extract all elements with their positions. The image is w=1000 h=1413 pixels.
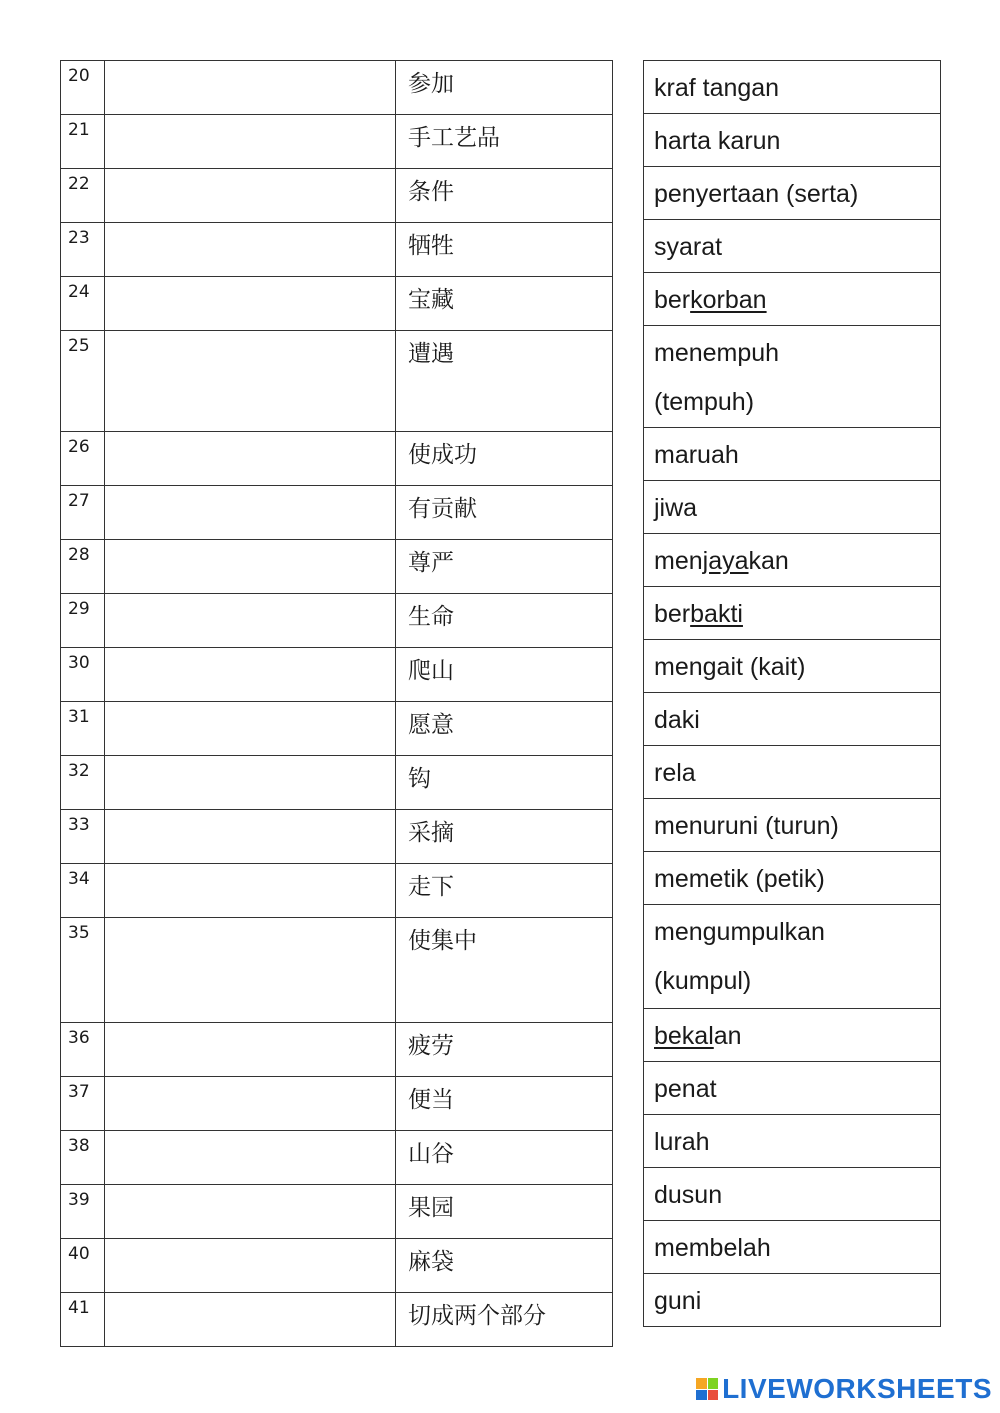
malay-term[interactable] <box>644 273 941 326</box>
underlined-root-word: bekal <box>654 1022 714 1050</box>
row-number: 21 <box>61 115 105 169</box>
malay-term[interactable] <box>644 905 941 1009</box>
row-number: 41 <box>61 1293 105 1347</box>
chinese-term: 宝藏 <box>396 277 613 331</box>
answer-blank-cell[interactable] <box>105 486 396 540</box>
answer-blank-cell[interactable] <box>105 115 396 169</box>
table-row <box>61 594 613 648</box>
malay-term[interactable]: harta karun <box>644 114 941 167</box>
chinese-term: 麻袋 <box>396 1239 613 1293</box>
underlined-root-word: jaya <box>702 547 749 575</box>
affix: ber <box>654 286 691 314</box>
chinese-term: 有贡献 <box>396 486 613 540</box>
table-row <box>644 905 941 1009</box>
liveworksheets-logo-icon <box>696 1378 718 1400</box>
table-row <box>644 481 941 534</box>
malay-term[interactable] <box>644 326 941 428</box>
table-row <box>644 1274 941 1327</box>
malay-term[interactable]: kraf tangan <box>644 61 941 114</box>
answer-blank-cell[interactable] <box>105 864 396 918</box>
malay-term[interactable] <box>644 1009 941 1062</box>
malay-term[interactable] <box>644 587 941 640</box>
answer-blank-cell[interactable] <box>105 1131 396 1185</box>
table-row <box>644 587 941 640</box>
table-row <box>644 220 941 273</box>
answer-blank-cell[interactable] <box>105 223 396 277</box>
logo-text: LIVEWORKSHEETS <box>722 1373 992 1404</box>
chinese-term: 条件 <box>396 169 613 223</box>
table-row <box>644 428 941 481</box>
row-number: 40 <box>61 1239 105 1293</box>
chinese-term: 钩 <box>396 756 613 810</box>
table-row <box>644 1115 941 1168</box>
table-row <box>61 1185 613 1239</box>
row-number: 27 <box>61 486 105 540</box>
table-row <box>644 693 941 746</box>
table-row <box>644 273 941 326</box>
table-row <box>61 486 613 540</box>
answer-blank-cell[interactable] <box>105 1185 396 1239</box>
answer-blank-cell[interactable] <box>105 432 396 486</box>
table-row <box>61 1077 613 1131</box>
malay-term[interactable]: membelah <box>644 1221 941 1274</box>
chinese-term: 采摘 <box>396 810 613 864</box>
chinese-term: 山谷 <box>396 1131 613 1185</box>
answer-blank-cell[interactable] <box>105 918 396 1023</box>
table-row <box>61 1239 613 1293</box>
answer-blank-cell[interactable] <box>105 1023 396 1077</box>
table-row <box>61 810 613 864</box>
malay-term[interactable]: jiwa <box>644 481 941 534</box>
row-number: 38 <box>61 1131 105 1185</box>
malay-term[interactable]: dusun <box>644 1168 941 1221</box>
chinese-term: 牺牲 <box>396 223 613 277</box>
table-row <box>644 167 941 220</box>
table-row <box>644 326 941 428</box>
malay-term[interactable]: memetik (petik) <box>644 852 941 905</box>
malay-term[interactable]: syarat <box>644 220 941 273</box>
table-row <box>61 1131 613 1185</box>
malay-term[interactable]: penat <box>644 1062 941 1115</box>
malay-term[interactable]: mengait (kait) <box>644 640 941 693</box>
table-row <box>644 1168 941 1221</box>
table-row <box>61 1293 613 1347</box>
chinese-term: 疲劳 <box>396 1023 613 1077</box>
chinese-term: 尊严 <box>396 540 613 594</box>
row-number: 23 <box>61 223 105 277</box>
table-row <box>644 1221 941 1274</box>
row-number: 39 <box>61 1185 105 1239</box>
liveworksheets-logo <box>696 1373 992 1405</box>
table-row <box>61 702 613 756</box>
row-number: 22 <box>61 169 105 223</box>
table-row <box>61 918 613 1023</box>
answer-blank-cell[interactable] <box>105 540 396 594</box>
table-row <box>644 640 941 693</box>
table-row <box>61 540 613 594</box>
malay-term[interactable]: lurah <box>644 1115 941 1168</box>
table-row <box>61 331 613 432</box>
row-number: 34 <box>61 864 105 918</box>
chinese-term: 手工艺品 <box>396 115 613 169</box>
row-number: 37 <box>61 1077 105 1131</box>
table-row <box>61 61 613 115</box>
row-number: 30 <box>61 648 105 702</box>
row-number: 28 <box>61 540 105 594</box>
row-number: 26 <box>61 432 105 486</box>
row-number: 35 <box>61 918 105 1023</box>
malay-term[interactable]: menuruni (turun) <box>644 799 941 852</box>
affix: an <box>713 1022 742 1050</box>
answer-blank-cell[interactable] <box>105 1293 396 1347</box>
malay-terms-table <box>643 60 941 1327</box>
malay-term-line: mengumpulkan <box>654 918 825 946</box>
answer-blank-cell[interactable] <box>105 61 396 115</box>
malay-term-line: (kumpul) <box>654 967 752 995</box>
table-row <box>61 169 613 223</box>
table-row <box>644 746 941 799</box>
table-row <box>644 799 941 852</box>
table-row <box>61 864 613 918</box>
table-row <box>644 114 941 167</box>
row-number: 24 <box>61 277 105 331</box>
table-row <box>61 1023 613 1077</box>
chinese-term: 愿意 <box>396 702 613 756</box>
table-row <box>644 1009 941 1062</box>
malay-term[interactable] <box>644 534 941 587</box>
table-row <box>644 61 941 114</box>
answer-blank-cell[interactable] <box>105 1239 396 1293</box>
affix: men <box>654 547 703 575</box>
table-row <box>644 1062 941 1115</box>
malay-term[interactable]: penyertaan (serta) <box>644 167 941 220</box>
row-number: 33 <box>61 810 105 864</box>
chinese-term: 果园 <box>396 1185 613 1239</box>
table-row <box>644 534 941 587</box>
answer-blank-cell[interactable] <box>105 331 396 432</box>
answer-blank-cell[interactable] <box>105 594 396 648</box>
malay-term[interactable]: maruah <box>644 428 941 481</box>
malay-term[interactable]: rela <box>644 746 941 799</box>
chinese-terms-table <box>60 60 613 1347</box>
chinese-term: 生命 <box>396 594 613 648</box>
answer-blank-cell[interactable] <box>105 810 396 864</box>
malay-term-line: (tempuh) <box>654 388 755 416</box>
chinese-term: 切成两个部分 <box>396 1293 613 1347</box>
table-row <box>61 432 613 486</box>
answer-blank-cell[interactable] <box>105 169 396 223</box>
row-number: 25 <box>61 331 105 432</box>
table-row <box>61 115 613 169</box>
chinese-term: 便当 <box>396 1077 613 1131</box>
table-row <box>61 756 613 810</box>
answer-blank-cell[interactable] <box>105 648 396 702</box>
malay-term[interactable]: guni <box>644 1274 941 1327</box>
affix: ber <box>654 600 691 628</box>
row-number: 36 <box>61 1023 105 1077</box>
underlined-root-word: bakti <box>690 600 743 628</box>
row-number: 29 <box>61 594 105 648</box>
underlined-root-word: korban <box>690 286 767 314</box>
chinese-term: 走下 <box>396 864 613 918</box>
answer-blank-cell[interactable] <box>105 702 396 756</box>
row-number: 31 <box>61 702 105 756</box>
affix: kan <box>748 547 789 575</box>
row-number: 20 <box>61 61 105 115</box>
chinese-term: 使成功 <box>396 432 613 486</box>
malay-term[interactable]: daki <box>644 693 941 746</box>
malay-term-line: menempuh <box>654 339 780 367</box>
answer-blank-cell[interactable] <box>105 1077 396 1131</box>
row-number: 32 <box>61 756 105 810</box>
chinese-term: 遭遇 <box>396 331 613 432</box>
chinese-term: 爬山 <box>396 648 613 702</box>
answer-blank-cell[interactable] <box>105 277 396 331</box>
answer-blank-cell[interactable] <box>105 756 396 810</box>
table-row <box>61 277 613 331</box>
chinese-term: 使集中 <box>396 918 613 1023</box>
chinese-term: 参加 <box>396 61 613 115</box>
table-row <box>61 223 613 277</box>
table-row <box>61 648 613 702</box>
table-row <box>644 852 941 905</box>
